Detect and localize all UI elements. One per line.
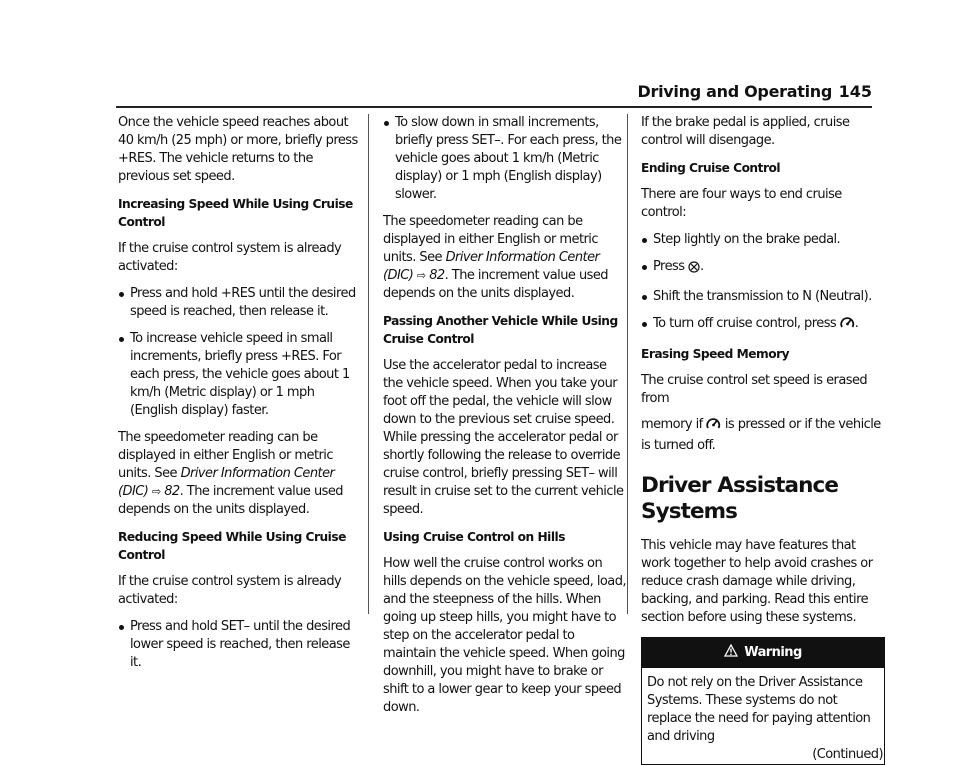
- text: The speedometer reading can be displayed in either English or metric units. See: [118, 430, 333, 481]
- cross-reference-link[interactable]: Driver Information Center (DIC): [383, 250, 600, 283]
- page-reference[interactable]: 82: [429, 268, 445, 283]
- paragraph: [383, 213, 627, 303]
- warning-title: Warning: [744, 645, 802, 660]
- bullet-icon: [119, 292, 124, 297]
- warning-box: [641, 637, 885, 765]
- paragraph: If the cruise control system is already activated:: [118, 241, 342, 274]
- warning-text: Do not rely on the Driver Assistance Systems. These systems do not replace the need for paying attention and driving: [647, 675, 871, 744]
- page-reference[interactable]: 82: [164, 484, 180, 499]
- list-item: [383, 114, 627, 204]
- paragraph: There are four ways to end cruise control:: [641, 187, 842, 220]
- column-2: [383, 114, 627, 726]
- cross-reference-link[interactable]: Driver Information Center (DIC): [118, 466, 335, 499]
- subheading: Reducing Speed While Using Cruise Control: [118, 530, 346, 562]
- text: .: [854, 316, 859, 331]
- list-item: [641, 288, 885, 306]
- header-rule: [116, 106, 872, 108]
- page-reference-arrow-icon: ⇨: [151, 485, 161, 498]
- list-item: [118, 618, 362, 672]
- bullet-icon: [119, 625, 124, 630]
- bullet-icon: [642, 265, 647, 270]
- list-item: [641, 315, 885, 336]
- list-item-text: To slow down in small increments, briefly press SET–. For each press, the vehicle goes about 1 km/h (Metric display) or 1 mph (English display) slower.: [395, 115, 622, 202]
- paragraph: Use the accelerator pedal to increase the vehicle speed. When you take your foot off the pedal, the vehicle will slow down to the previous set cruise speed. While pressing the accelerator pedal or shortly following the release to override cruise control, briefly pressing SET– will result in cruise set to the current vehicle speed.: [383, 358, 624, 517]
- warning-header: [642, 638, 884, 668]
- column-divider: [368, 114, 369, 614]
- paragraph: If the brake pedal is applied, cruise control will disengage.: [641, 115, 850, 148]
- bullet-icon: [642, 322, 647, 327]
- paragraph: [641, 416, 885, 455]
- header-title: Driving and Operating: [637, 82, 832, 101]
- paragraph: [118, 429, 362, 519]
- bullet-list: [118, 285, 362, 420]
- list-item-text: Press and hold SET– until the desired lower speed is reached, then release it.: [130, 619, 351, 670]
- paragraph: How well the cruise control works on hills depends on the vehicle speed, load, and the steepness of the hills. When going up steep hills, you might have to step on the accelerator pedal to maintain the vehicle speed. When going downhill, you might have to brake or shift to a lower gear to keep your speed down.: [383, 556, 627, 715]
- list-item-text: Step lightly on the brake pedal.: [653, 232, 841, 247]
- text: The speedometer reading can be displayed in either English or metric units. See: [383, 214, 598, 265]
- text: memory if: [641, 417, 707, 432]
- bullet-icon: [642, 238, 647, 243]
- list-item-text: To turn off cruise control, press: [653, 316, 840, 331]
- text: . The increment value used depends on the units displayed.: [383, 268, 609, 301]
- list-item: [118, 330, 362, 420]
- bullet-icon: [384, 121, 389, 126]
- paragraph: Once the vehicle speed reaches about 40 km/h (25 mph) or more, briefly press +RES. The vehicle returns to the previous set speed.: [118, 115, 358, 184]
- subheading: Passing Another Vehicle While Using Cruise Control: [383, 314, 618, 346]
- text: . The increment value used depends on the units displayed.: [118, 484, 344, 517]
- paragraph: If the cruise control system is already activated:: [118, 574, 342, 607]
- subheading: Erasing Speed Memory: [641, 347, 790, 361]
- paragraph: The cruise control set speed is erased from: [641, 373, 868, 406]
- list-item-text: Shift the transmission to N (Neutral).: [653, 289, 872, 304]
- bullet-list: [118, 618, 362, 672]
- list-item-text: Press and hold +RES until the desired speed is reached, then release it.: [130, 286, 356, 319]
- continued-label: (Continued): [812, 747, 883, 762]
- page-header: [0, 80, 960, 108]
- list-item: [118, 285, 362, 321]
- warning-triangle-icon: [724, 644, 738, 663]
- column-divider: [627, 114, 628, 614]
- text: .: [700, 259, 704, 274]
- cancel-icon: [688, 261, 700, 279]
- subheading: Ending Cruise Control: [641, 161, 780, 175]
- text: is pressed or if the vehicle is turned off.: [641, 417, 881, 453]
- subheading: Increasing Speed While Using Cruise Control: [118, 197, 353, 229]
- list-item: [641, 258, 885, 279]
- subheading: Using Cruise Control on Hills: [383, 530, 565, 544]
- column-3: [641, 114, 885, 765]
- section-title: Driver Assistance Systems: [641, 473, 839, 524]
- column-1: [118, 114, 362, 681]
- list-item: [641, 231, 885, 249]
- page-number: 145: [838, 82, 872, 101]
- list-item-text: Press: [653, 259, 689, 274]
- bullet-icon: [119, 337, 124, 342]
- bullet-icon: [642, 295, 647, 300]
- paragraph: This vehicle may have features that work together to help avoid crashes or reduce crash damage while driving, backing, and parking. Read this entire section before using these systems.: [641, 538, 873, 625]
- list-item-text: To increase vehicle speed in small increments, briefly press +RES. For each press, the vehicle goes about 1 km/h (Metric display) or 1 mph (English display) faster.: [130, 331, 350, 418]
- bullet-list: [383, 114, 627, 204]
- cruise-control-icon: [706, 417, 721, 437]
- bullet-list: [641, 231, 885, 336]
- page-reference-arrow-icon: ⇨: [416, 269, 426, 282]
- cruise-control-icon: [840, 316, 855, 336]
